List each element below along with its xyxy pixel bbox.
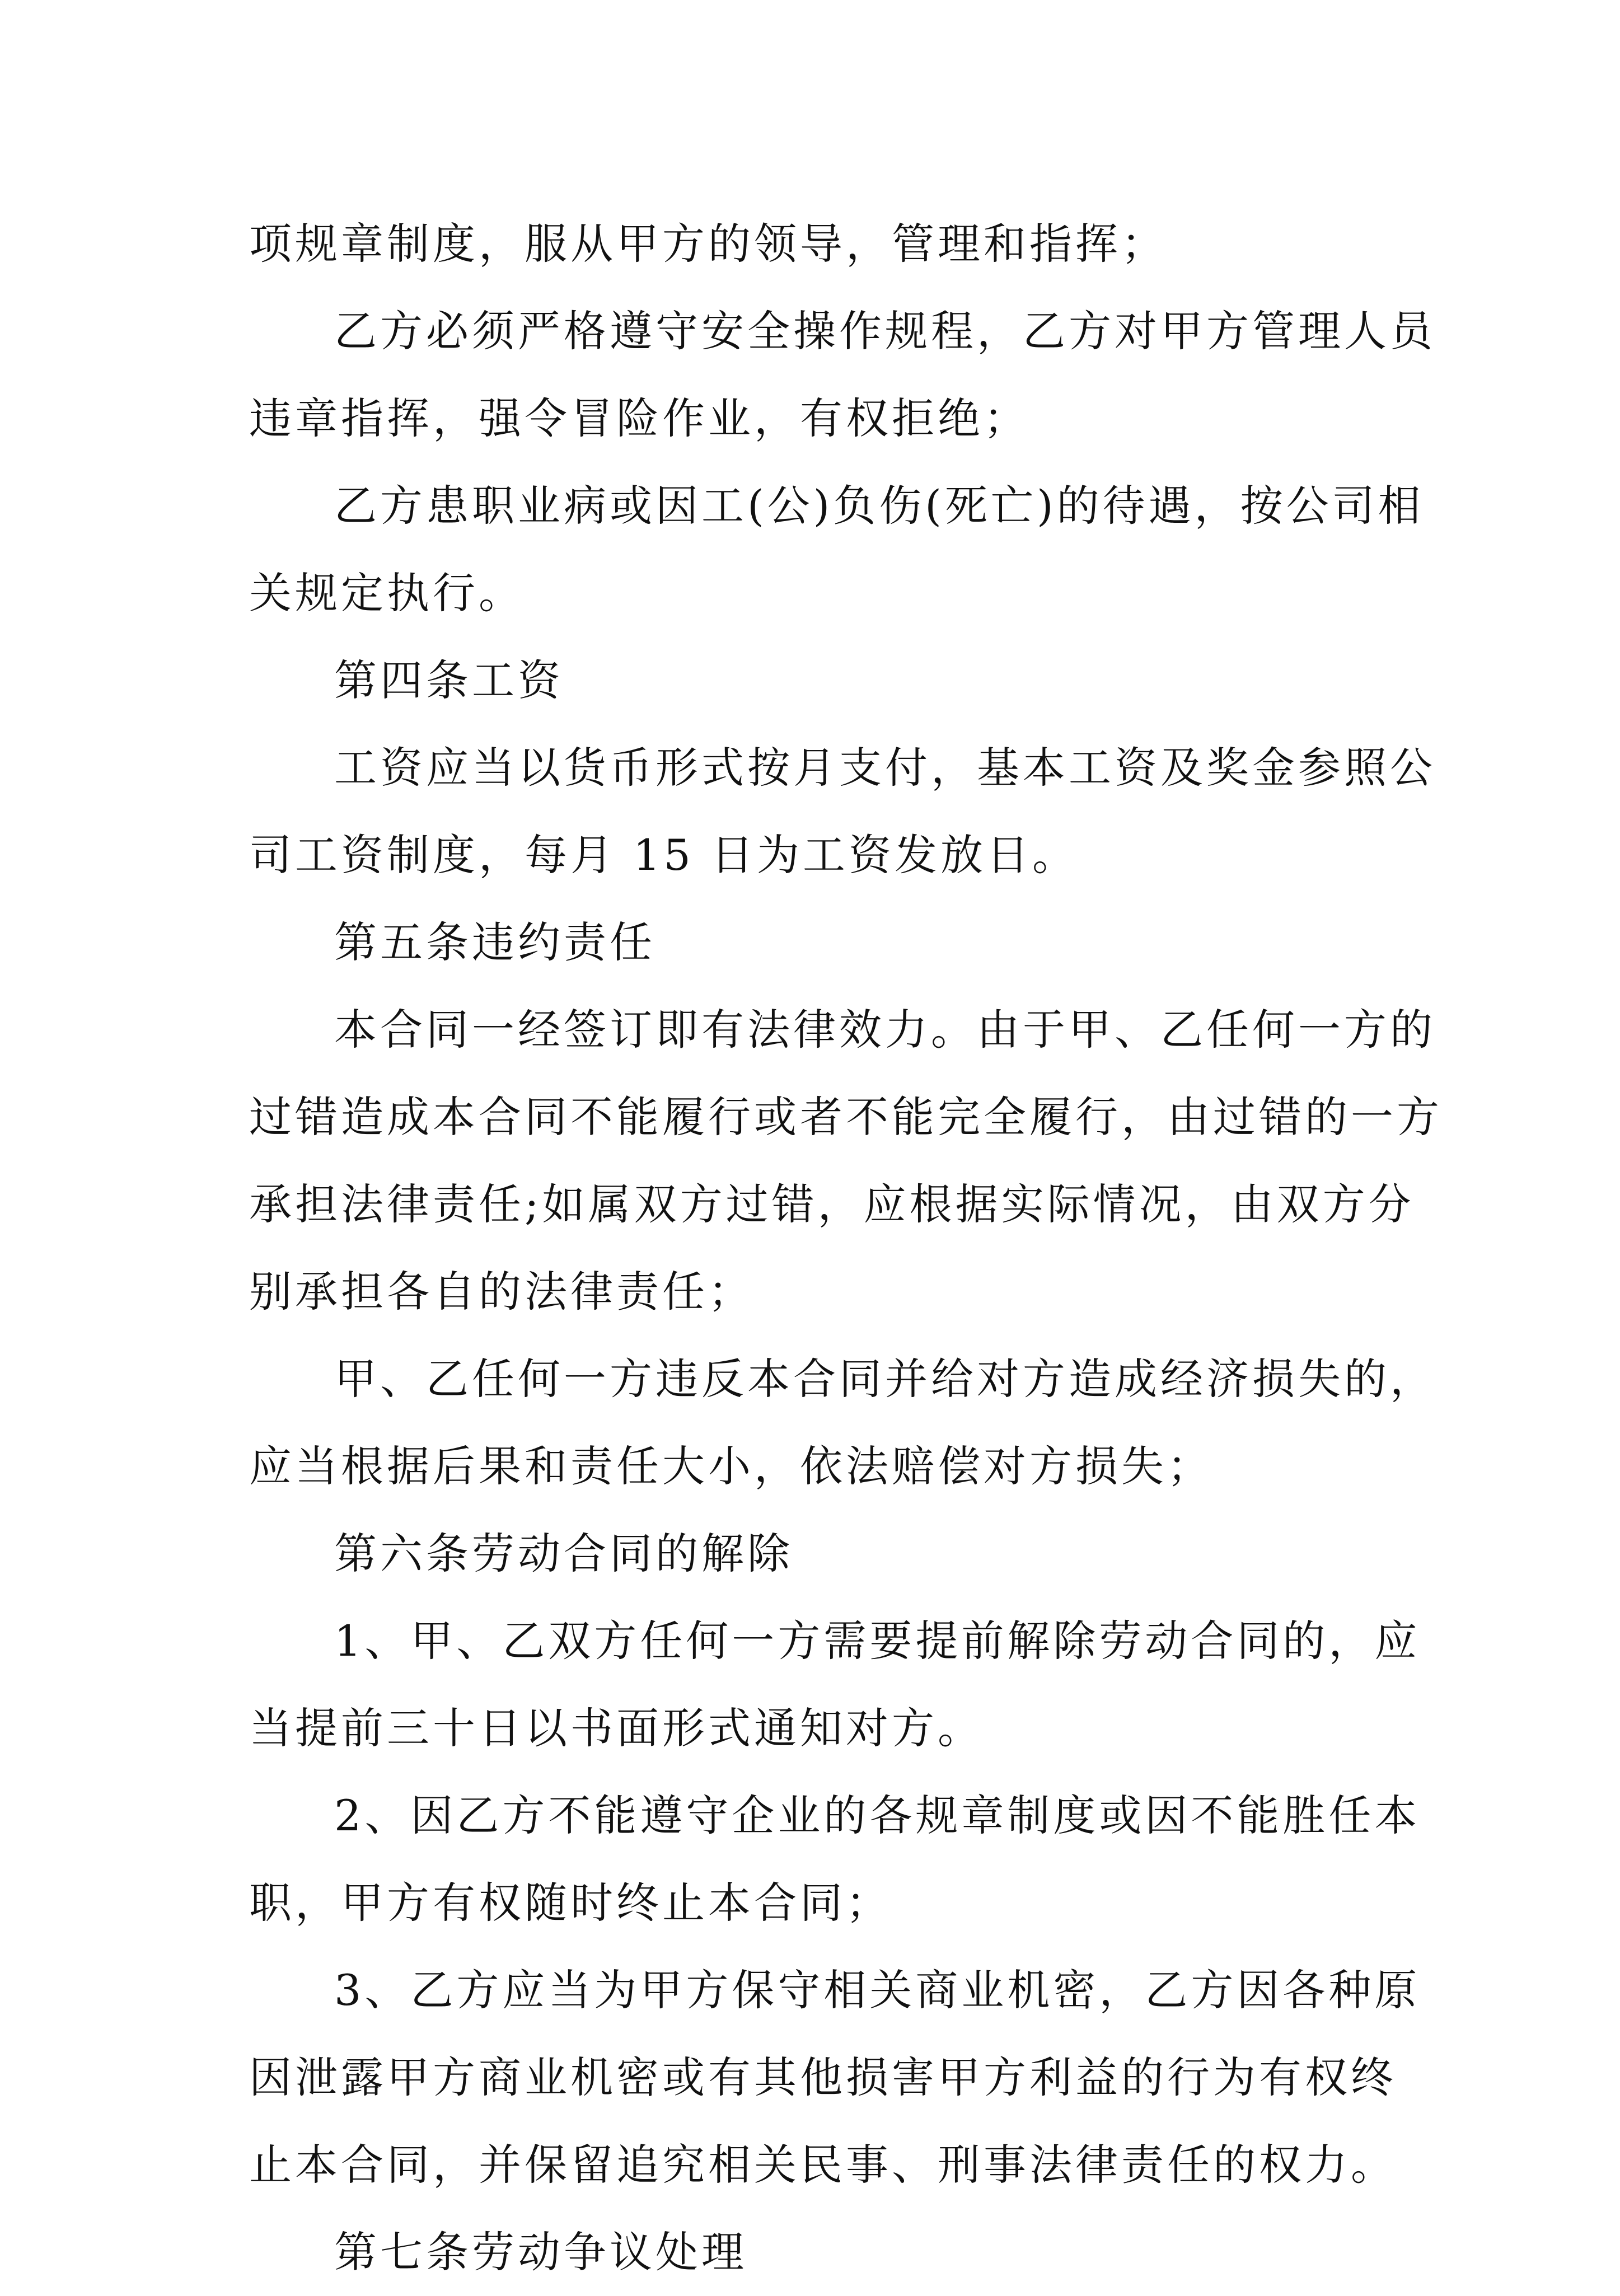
text-line: 承担法律责任;如属双方过错，应根据实际情况，由双方分 bbox=[249, 1179, 1415, 1229]
section-heading: 第四条工资 bbox=[334, 655, 564, 705]
section-heading: 第七条劳动争议处理 bbox=[334, 2227, 747, 2277]
text-line: 应当根据后果和责任大小，依法赔偿对方损失； bbox=[249, 1441, 1213, 1491]
section-heading: 第五条违约责任 bbox=[334, 917, 656, 967]
text-line: 司工资制度，每月 15 日为工资发放日。 bbox=[249, 830, 1079, 880]
text-line: 关规定执行。 bbox=[249, 568, 525, 618]
section-heading: 第六条劳动合同的解除 bbox=[334, 1529, 793, 1578]
text-line: 甲、乙任何一方违反本合同并给对方造成经济损失的， bbox=[334, 1354, 1436, 1404]
text-line: 项规章制度，服从甲方的领导，管理和指挥； bbox=[249, 219, 1167, 269]
document-body bbox=[249, 200, 1443, 2296]
text-line: 违章指挥，强令冒险作业，有权拒绝； bbox=[249, 393, 1029, 443]
text-line: 过错造成本合同不能履行或者不能完全履行，由过错的一方 bbox=[249, 1092, 1443, 1142]
text-line: 乙方患职业病或因工(公)负伤(死亡)的待遇，按公司相 bbox=[334, 481, 1424, 531]
text-line: 3、乙方应当为甲方保守相关商业机密，乙方因各种原 bbox=[334, 1965, 1421, 2015]
text-line: 工资应当以货币形式按月支付，基本工资及奖金参照公 bbox=[334, 743, 1436, 793]
text-line: 2、因乙方不能遵守企业的各规章制度或因不能胜任本 bbox=[334, 1791, 1421, 1840]
text-line: 1、甲、乙双方任何一方需要提前解除劳动合同的，应 bbox=[334, 1616, 1421, 1666]
text-line: 别承担各自的法律责任； bbox=[249, 1267, 754, 1316]
text-line: 职，甲方有权随时终止本合同； bbox=[249, 1878, 892, 1928]
text-line: 因泄露甲方商业机密或有其他损害甲方利益的行为有权终 bbox=[249, 2053, 1397, 2102]
text-line: 本合同一经签订即有法律效力。由于甲、乙任何一方的 bbox=[334, 1005, 1436, 1055]
text-line: 当提前三十日以书面形式通知对方。 bbox=[249, 1703, 984, 1753]
text-line: 乙方必须严格遵守安全操作规程，乙方对甲方管理人员 bbox=[334, 306, 1436, 356]
text-line: 止本合同，并保留追究相关民事、刑事法律责任的权力。 bbox=[249, 2140, 1397, 2190]
